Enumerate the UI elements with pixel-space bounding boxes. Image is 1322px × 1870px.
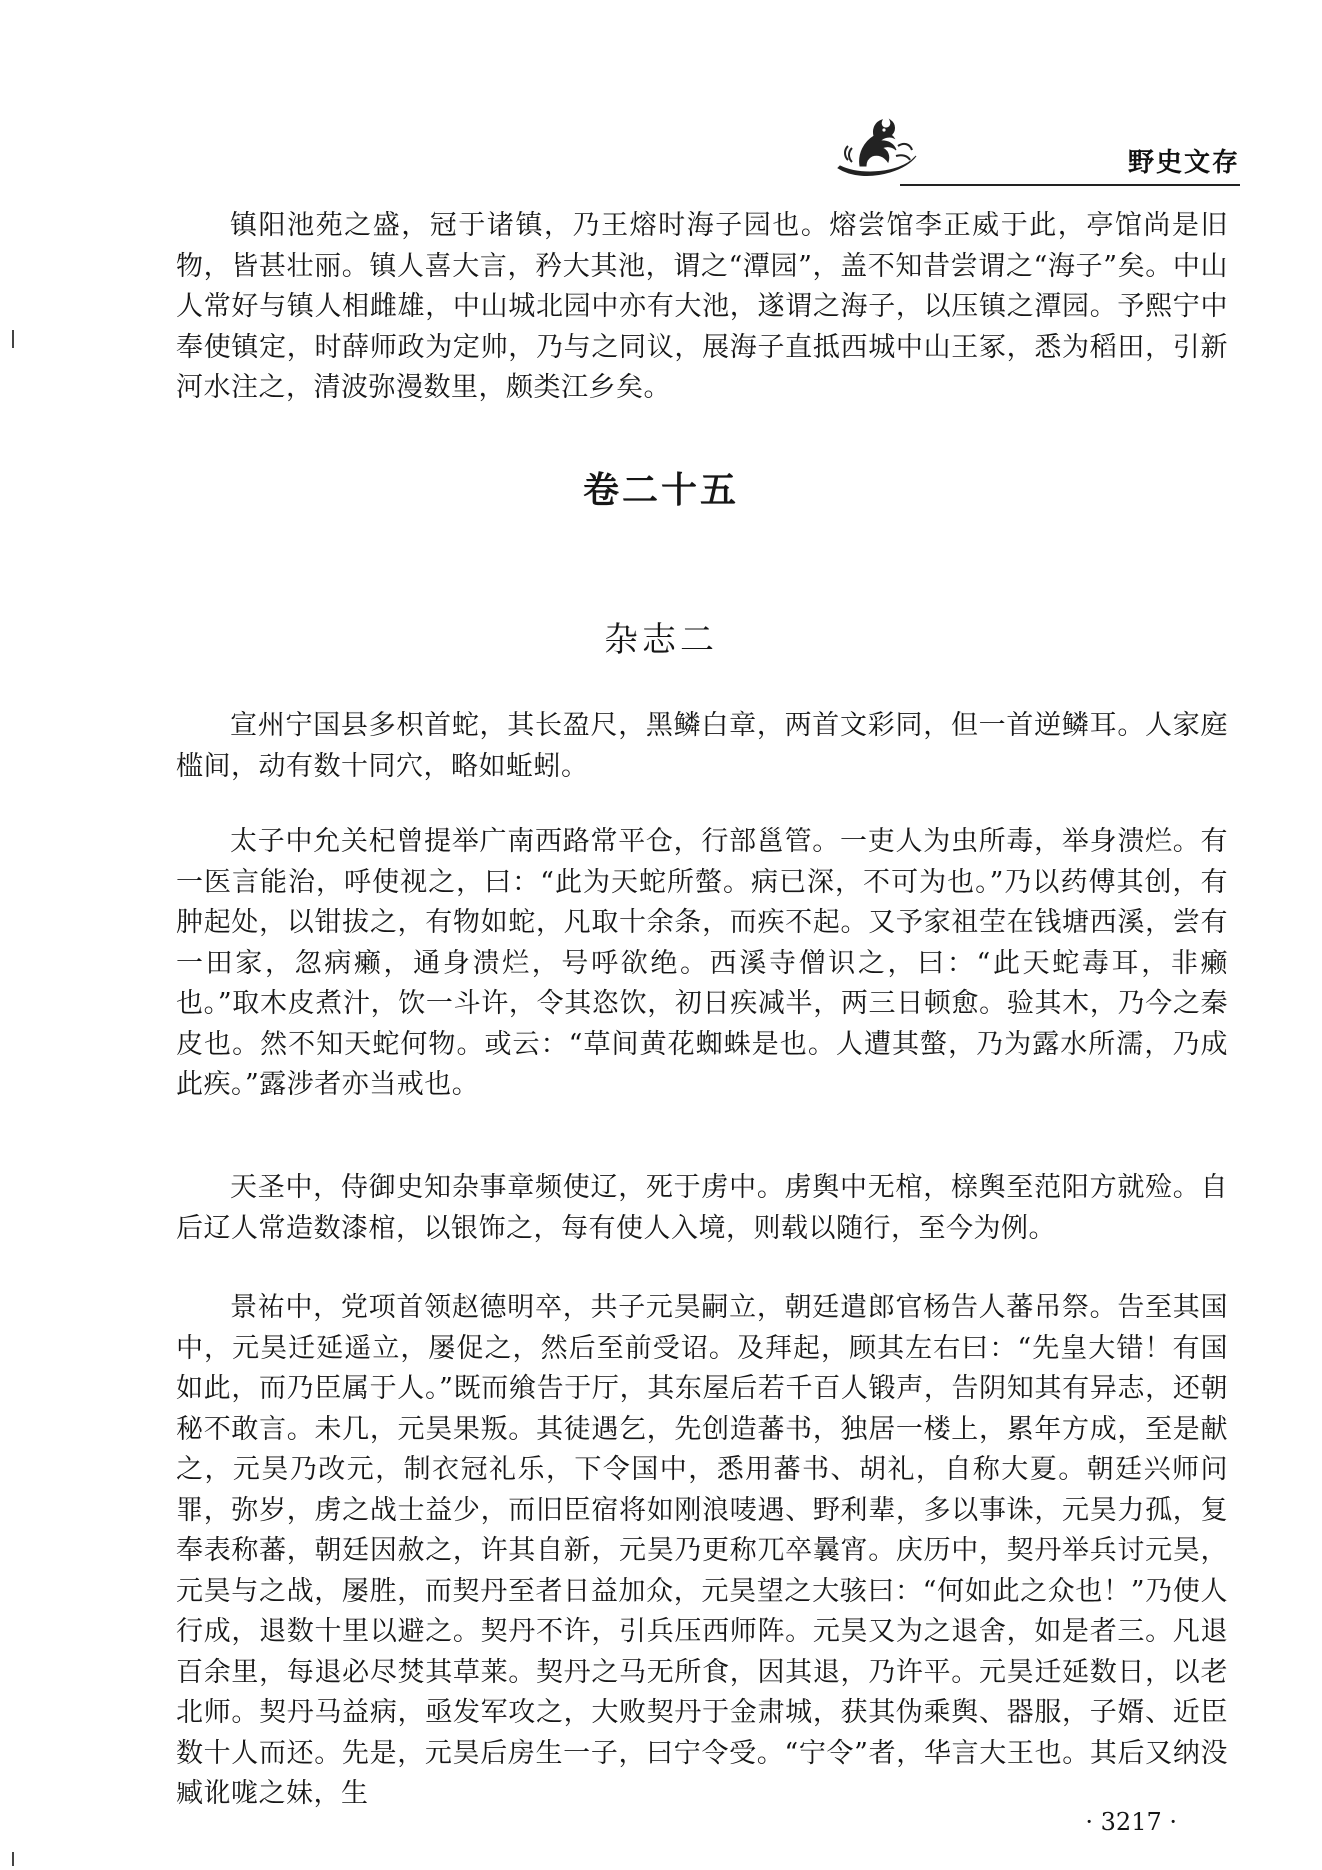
header-rule xyxy=(900,184,1240,186)
series-title: 野史文存 xyxy=(1127,148,1240,178)
scan-mark xyxy=(12,330,14,348)
paragraph-zhenyang-garden: 镇阳池苑之盛，冠于诸镇，乃王熔时海子园也。熔尝馆李正威于此，亭馆尚是旧物，皆甚壮丽。镇人喜大言，矜大其池，谓之“潭园”，盖不知昔尝谓之“海子”矣。中山人常好与镇人相雌雄，中山城北园中亦有大池，遂谓之海子，以压镇之潭园。予熙宁中奉使镇定，时薛师政为定帅，乃与之同议，展海子直抵西城中山王冢，悉为稻田，引新河水注之，清波弥漫数里，颇类江乡矣。 xyxy=(176,210,1228,403)
volume-title: 卷二十五 xyxy=(582,470,739,511)
dragon-emblem-icon xyxy=(830,116,920,182)
running-header xyxy=(830,108,1240,188)
paragraph-yuanhao: 景祐中，党项首领赵德明卒，共子元昊嗣立，朝廷遣郎官杨告人蕃吊祭。告至其国中，元昊迁延遥立，屡促之，然后至前受诏。及拜起，顾其左右曰：“先皇大错！有国如此，而乃臣属于人。”既而飨告于厅，其东屋后若千百人锻声，告阴知其有异志，还朝秘不敢言。未几，元昊果叛。其徒遇乞，先创造蕃书，独居一楼上，累年方成，至是献之，元昊乃改元，制衣冠礼乐，下令国中，悉用蕃书、胡礼，自称大夏。朝廷兴师问罪，弥岁，虏之战士益少，而旧臣宿将如刚浪唛遇、野利辈，多以事诛，元昊力孤，复奉表称蕃，朝廷因赦之，许其自新，元昊乃更称兀卒曩宵。庆历中，契丹举兵讨元昊，元昊与之战，屡胜，而契丹至者日益加众，元昊望之大骇曰：“何如此之众也！”乃使人行成，退数十里以避之。契丹不许，引兵压西师阵。元昊又为之退舍，如是者三。凡退百余里，每退必尽焚其草莱。契丹之马无所食，因其退，乃许平。元昊迁延数日，以老北师。契丹马益病，亟发军攻之，大败契丹于金肃城，获其伪乘舆、器服，子婿、近臣数十人而还。先是，元昊后房生一子，曰宁令受。“宁令”者，华言大王也。其后又纳没臧讹哤之妹，生 xyxy=(176,1292,1228,1809)
paragraph-heaven-snake: 太子中允关杞曾提举广南西路常平仓，行部邕管。一吏人为虫所毒，举身溃烂。有一医言能治，呼使视之，曰：“此为天蛇所螫。病已深，不可为也。”乃以药傅其创，有肿起处，以钳拔之，有物如蛇，凡取十余条，而疾不起。又予家祖茔在钱塘西溪，尝有一田家，忽病癞，通身溃烂，号呼欲绝。西溪寺僧识之，曰：“此天蛇毒耳，非癞也。”取木皮煮汁，饮一斗许，令其恣饮，初日疾减半，两三日顿愈。验其木，乃今之秦皮也。然不知天蛇何物。或云：“草间黄花蜘蛛是也。人遭其螫，乃为露水所濡，乃成此疾。”露涉者亦当戒也。 xyxy=(176,826,1228,1100)
section-title: 杂志二 xyxy=(604,620,718,660)
paragraph-two-headed-snake: 宣州宁国县多枳首蛇，其长盈尺，黑鳞白章，两首文彩同，但一首逆鳞耳。人家庭槛间，动有数十同穴，略如蚯蚓。 xyxy=(176,710,1228,782)
paragraph-envoy-coffin: 天圣中，侍御史知杂事章频使辽，死于虏中。虏舆中无棺，榇舆至范阳方就殓。自后辽人常造数漆棺，以银饰之，每有使人入境，则载以随行，至今为例。 xyxy=(176,1172,1228,1244)
scan-mark xyxy=(12,1852,14,1866)
page-number: · 3217 · xyxy=(1085,1808,1177,1836)
